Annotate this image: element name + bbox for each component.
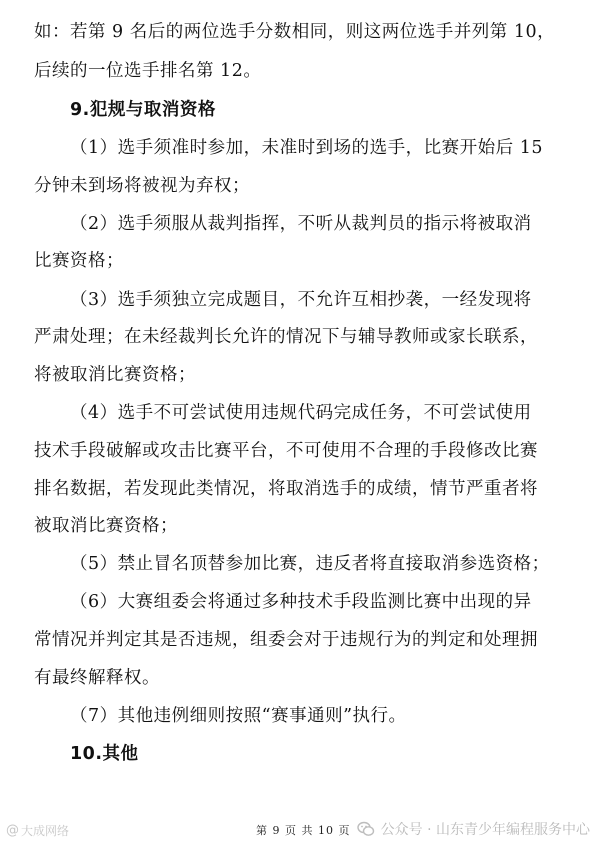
watermark-left-text: 大成网络 [21, 824, 70, 838]
paragraph-line: 如：若第 9 名后的两位选手分数相同，则这两位选手并列第 10， [34, 22, 556, 42]
paragraph-line: （3）选手须独立完成题目，不允许互相抄袭，一经发现将 [70, 290, 532, 310]
page-number: 第 9 页 共 10 页 [256, 824, 351, 837]
paragraph-line: （5）禁止冒名顶替参加比赛，违反者将直接取消参选资格； [70, 554, 550, 574]
paragraph-line: 有最终解释权。 [34, 668, 160, 688]
watermark-left [6, 822, 69, 839]
paragraph-line: （2）选手须服从裁判指挥，不听从裁判员的指示将被取消 [70, 214, 532, 234]
at-icon: @ [6, 823, 19, 838]
watermark-right-text: 公众号 · 山东青少年编程服务中心 [380, 822, 590, 838]
paragraph-line: 比赛资格； [34, 251, 124, 271]
paragraph-line: 分钟未到场将被视为弃权； [34, 176, 250, 196]
paragraph-line: （6）大赛组委会将通过多种技术手段监测比赛中出现的异 [70, 592, 532, 612]
paragraph-line: 严肃处理；在未经裁判长允许的情况下与辅导教师或家长联系， [34, 327, 538, 347]
paragraph-line: 排名数据，若发现此类情况，将取消选手的成绩，情节严重者将 [34, 479, 538, 499]
paragraph-line: 技术手段破解或攻击比赛平台，不可使用不合理的手段修改比赛 [34, 441, 538, 461]
wechat-icon [357, 820, 375, 838]
section-heading: 10.其他 [70, 744, 139, 764]
section-heading: 9.犯规与取消资格 [70, 100, 216, 120]
paragraph-line: （4）选手不可尝试使用违规代码完成任务，不可尝试使用 [70, 403, 532, 423]
paragraph-line: （1）选手须准时参加，未准时到场的选手，比赛开始后 15 [70, 138, 543, 158]
paragraph-line: 被取消比赛资格； [34, 516, 178, 536]
paragraph-line: 将被取消比赛资格； [34, 365, 196, 385]
page-footer [0, 818, 600, 844]
paragraph-line: （7）其他违例细则按照“赛事通则”执行。 [70, 706, 407, 726]
paragraph-line: 后续的一位选手排名第 12。 [34, 61, 262, 81]
watermark-right [357, 819, 590, 839]
paragraph-line: 常情况并判定其是否违规，组委会对于违规行为的判定和处理拥 [34, 630, 538, 650]
